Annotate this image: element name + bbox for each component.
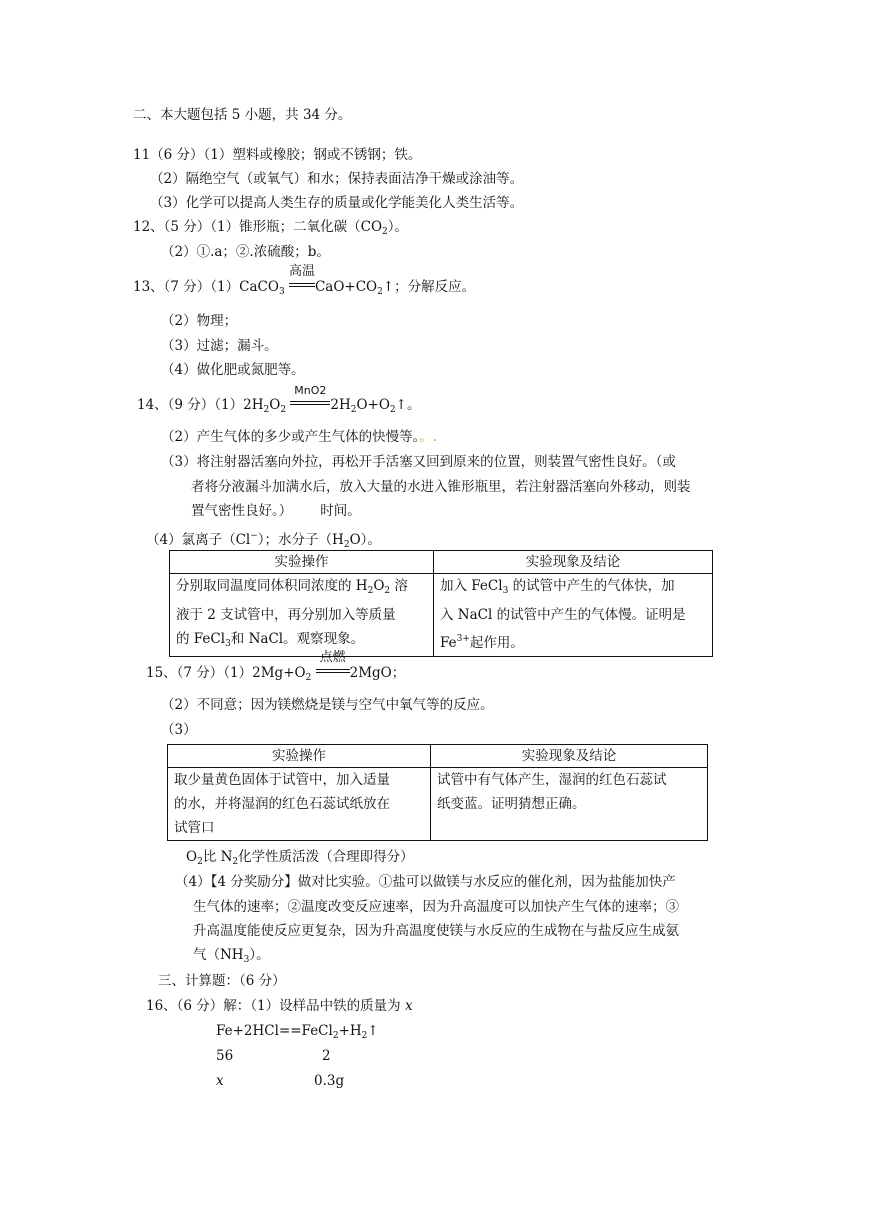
- q12-line-2: （2）①.a；②.浓硫酸；b。: [161, 244, 330, 260]
- table-header-row: [168, 745, 708, 768]
- q16-line-1: 16、（6 分）解：（1）设样品中铁的质量为 x: [146, 998, 413, 1014]
- cell-operation: 取少量黄色固体于试管中，加入适量 的水，并将湿润的红色石蕊试纸放在 试管口: [168, 768, 431, 841]
- header-result: 实验现象及结论: [434, 551, 713, 574]
- header-operation: 实验操作: [170, 551, 434, 574]
- cell-operation: 分别取同温度同体积同浓度的 $H_2O_2$ 溶 液于 2 支试管中，再分别加入等质量 的 FeCl$_3$和 NaCl。观察现象。: [170, 574, 434, 657]
- table-header-row: [170, 551, 713, 574]
- table-row: [168, 768, 708, 841]
- q13-line-3: （3）过滤；漏斗。: [161, 338, 278, 354]
- q16-equation: $Fe+2HCl==FeCl_2+H_2↑$: [216, 1023, 379, 1041]
- q15-line-4a: （4）【4 分奖励分】做对比实验。①盐可以做镁与水反应的催化剂，因为盐能加快产: [175, 874, 676, 890]
- q16-row-2-right: 0.3g: [314, 1073, 345, 1089]
- header-result: 实验现象及结论: [431, 745, 708, 768]
- q15-line-2: （2）不同意；因为镁燃烧是镁与空气中氧气等的反应。: [161, 697, 494, 713]
- q16-row-2-left: x: [216, 1073, 224, 1089]
- q14-line-3b: 者将分液漏斗加满水后，放入大量的水进入锥形瓶里，若注射器活塞向外移动，则装: [191, 479, 691, 495]
- q11-line-1: 11（6 分）（1）塑料或橡胶；钢或不锈钢；铁。: [133, 147, 422, 163]
- q13-equation: 13、（7 分）（1）CaCO$_3$ 高温 $CaO+CO_2↑$；分解反应。: [133, 264, 476, 297]
- reaction-condition: 点燃: [316, 664, 350, 682]
- experiment-table-2: [167, 744, 708, 841]
- q11-line-3: （3）化学可以提高人类生存的质量或化学能美化人类生活等。: [150, 195, 524, 211]
- table-row: [170, 574, 713, 657]
- q15-line-4b: 生气体的速率；②温度改变反应速率，因为升高温度可以加快产生气体的速率；③: [193, 899, 679, 915]
- q16-row-1-left: 56: [216, 1048, 234, 1064]
- cell-result: 加入 FeCl$_3$ 的试管中产生的气体快，加 入 NaCl 的试管中产生的气体慢。证明是 $Fe^{3+}$起作用。: [434, 574, 713, 657]
- experiment-table-1: [169, 550, 713, 657]
- header-operation: 实验操作: [168, 745, 431, 768]
- q12-line-1: 12、（5 分）（1）锥形瓶；二氧化碳$(CO_2)$。: [133, 219, 409, 237]
- q15-line-4c: 升高温度能使反应更复杂，因为升高温度使镁与水反应的生成物在与盐反应生成氨: [193, 923, 679, 939]
- section-heading: 三、计算题：（6 分）: [158, 973, 286, 989]
- reaction-condition: 高温: [289, 278, 315, 296]
- q14-line-2: （2）产生气体的多少或产生气体的快慢等。。.: [161, 429, 438, 445]
- cell-result: 试管中有气体产生，湿润的红色石蕊试 纸变蓝。证明猜想正确。: [431, 768, 708, 841]
- section-heading: 二、本大题包括 5 小题，共 34 分。: [133, 107, 352, 123]
- q11-line-2: （2）隔绝空气（或氧气）和水；保持表面洁净干燥或涂油等。: [150, 171, 524, 187]
- q15-equation: 15、（7 分）$(1)2Mg+O_2$ 点燃 2MgO；: [146, 650, 406, 683]
- q13-line-4: （4）做化肥或氮肥等。: [161, 362, 305, 378]
- q13-line-2: （2）物理；: [161, 313, 238, 329]
- q14-line-4: （4）氯离子（Cl−）；水分子$(H_2O)$。: [146, 531, 381, 550]
- q15-line-4d: 气$(NH_3)$。: [193, 947, 270, 965]
- q15-line-3: （3）: [161, 722, 197, 738]
- q14-line-3a: （3）将注射器活塞向外拉，再松开手活塞又回到原来的位置，则装置气密性良好。（或: [161, 454, 676, 470]
- q15-note: $O_2$比 $N_2$化学性质活泼（合理即得分）: [186, 849, 414, 867]
- q14-equation: 14、（9 分）$(1)2H_2O_2$ MnO2 $2H_2O+O_2↑$。: [137, 384, 421, 415]
- reaction-condition: MnO2: [290, 396, 330, 414]
- q14-line-3c: 置气密性良好。） 时间。: [191, 503, 361, 519]
- q16-row-1-right: 2: [322, 1048, 331, 1064]
